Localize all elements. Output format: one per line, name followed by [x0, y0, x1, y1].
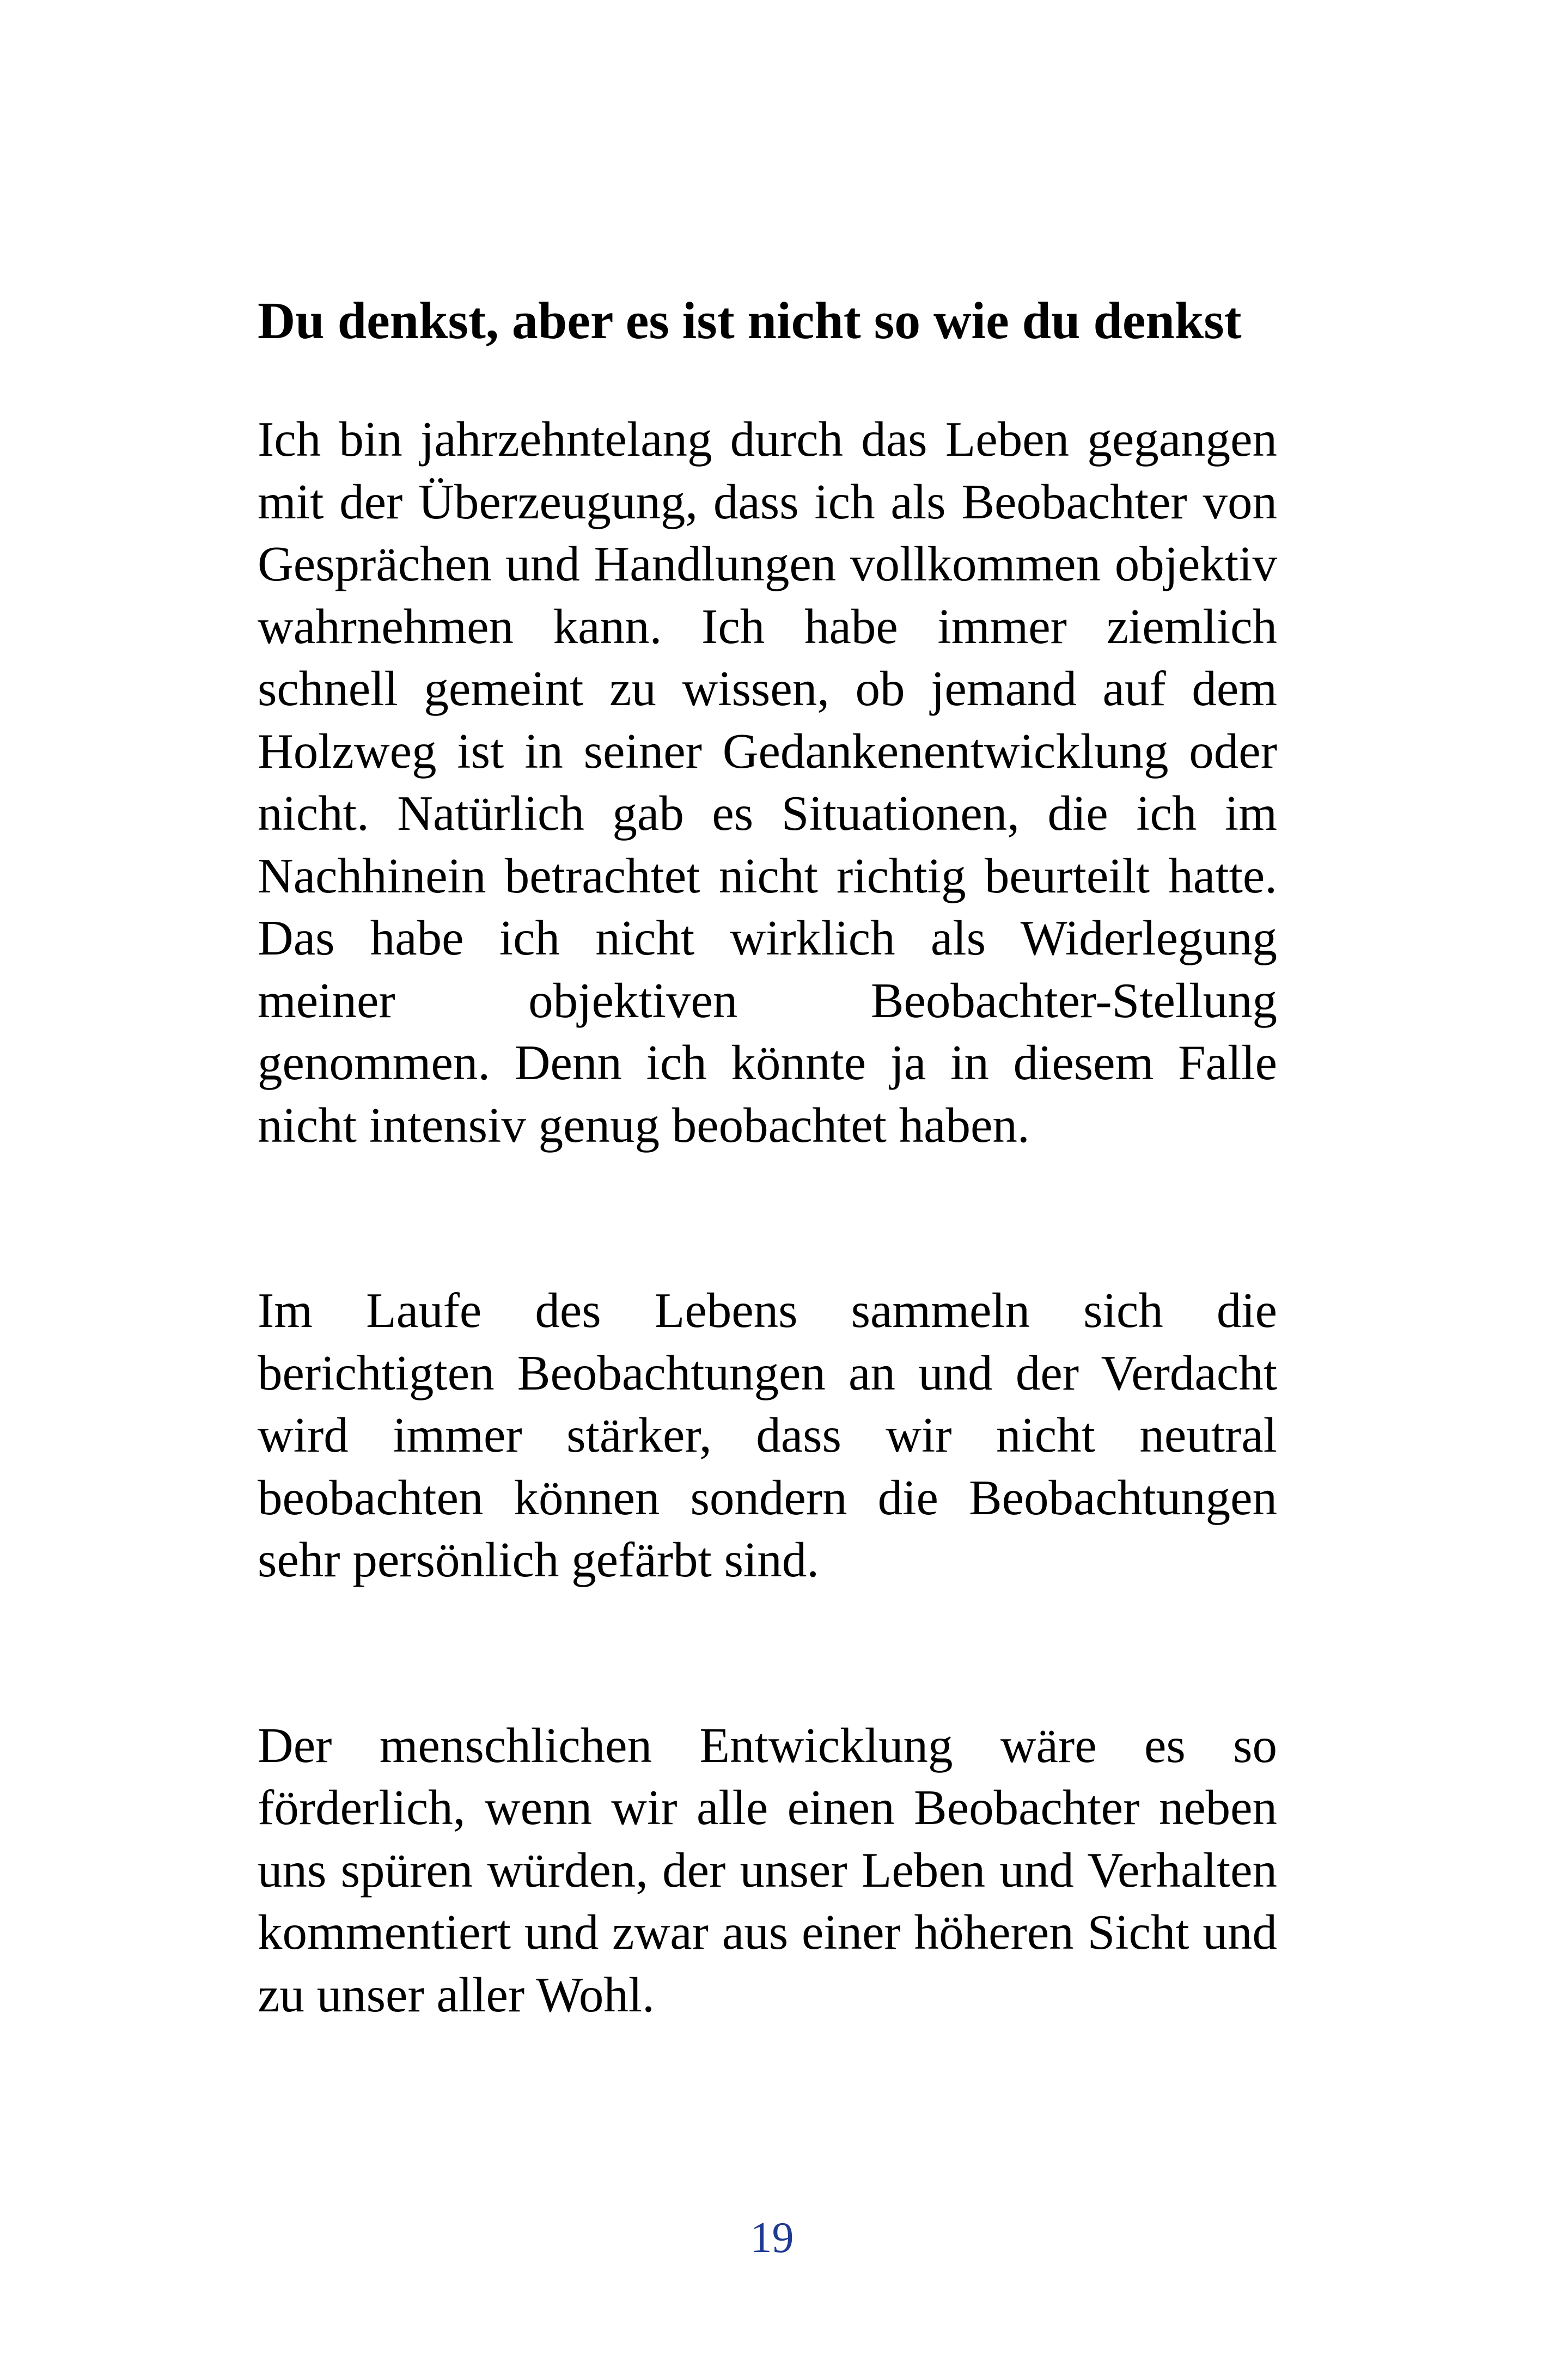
chapter-title: Du denkst, aber es ist nicht so wie du denkst [258, 291, 1242, 350]
page-number: 19 [750, 2214, 794, 2262]
paragraph-2: Im Laufe des Lebens sammeln sich die berichtigten Beobachtungen an und der Verdacht wird immer stärker, dass wir nicht neutral beobachten können sondern die Beobachtungen sehr persönlich gefärbt sind. [258, 1283, 1277, 1587]
paragraph-3: Der menschlichen Entwicklung wäre es so förderlich, wenn wir alle einen Beobachter neben uns spüren würden, der unser Leben und Verhalten kommentiert und zwar aus einer höheren Sicht und zu unser aller Wohl. [258, 1717, 1277, 2022]
paragraph-1: Ich bin jahrzehntelang durch das Leben gegangen mit der Überzeugung, dass ich als Beobachter von Gesprächen und Handlungen vollkommen objektiv wahrnehmen kann. Ich habe immer ziemlich schnell gemeint zu wissen, ob jemand auf dem Holzweg ist in seiner Gedankenentwicklung oder nicht. Natürlich gab es Situationen, die ich im Nachhinein betrachtet nicht richtig beurteilt hatte. Das habe ich nicht wirklich als Widerlegung meiner objektiven Beobachter-Stellung genommen. Denn ich könnte ja in diesem Falle nicht intensiv genug beobachtet haben. [258, 412, 1277, 1153]
page-content [258, 289, 1277, 2026]
